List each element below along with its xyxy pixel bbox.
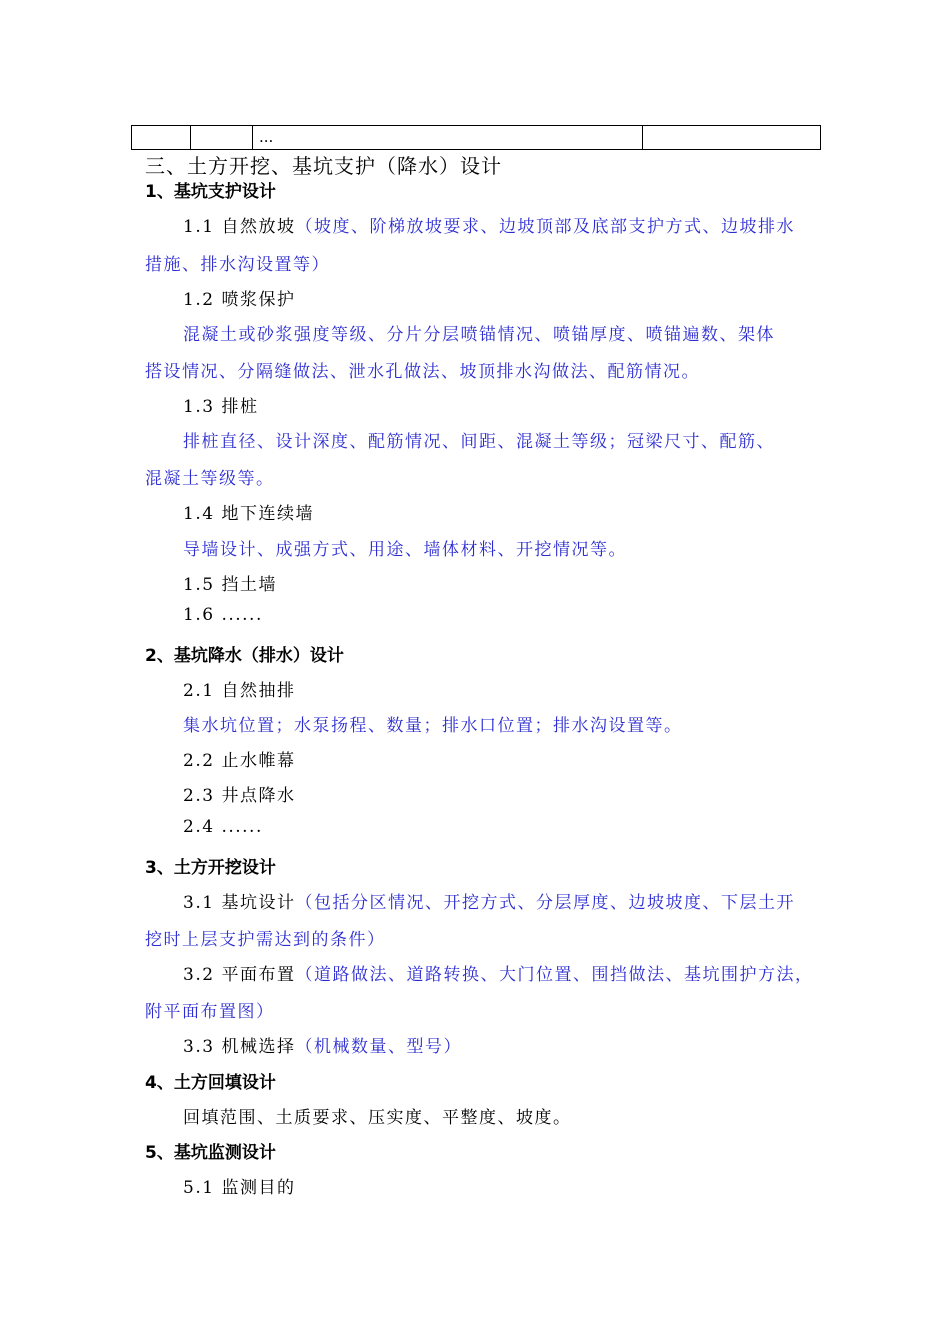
subsection-note-cont: 附平面布置图） [145, 1002, 275, 1022]
body-line: 集水坑位置；水泵扬程、数量；排水口位置；排水沟设置等。 [183, 716, 683, 736]
subsection-note: （包括分区情况、开挖方式、分层厚度、边坡坡度、下层土开 [295, 893, 795, 913]
subsection-2-1: 2.1 自然抽排 [183, 681, 296, 701]
subsection-3-3 [183, 1032, 462, 1057]
body-line: 混凝土或砂浆强度等级、分片分层喷锚情况、喷锚厚度、喷锚遍数、架体 [183, 325, 775, 345]
subsection-label: 3.1 基坑设计 [183, 893, 296, 913]
subsection-note: （机械数量、型号） [295, 1037, 462, 1057]
subsection-note-cont: 挖时上层支护需达到的条件） [145, 930, 386, 950]
subsection-note: （道路做法、道路转换、大门位置、围挡做法、基坑围护方法， [295, 965, 814, 985]
table-row [132, 126, 821, 150]
subsection-3-2 [183, 960, 813, 985]
body-line: 搭设情况、分隔缝做法、泄水孔做法、坡顶排水沟做法、配筋情况。 [145, 362, 700, 382]
subsection-2-2: 2.2 止水帷幕 [183, 751, 296, 771]
subsection-note: （坡度、阶梯放坡要求、边坡顶部及底部支护方式、边坡排水 [295, 217, 795, 237]
body-line: 导墙设计、成强方式、用途、墙体材料、开挖情况等。 [183, 540, 627, 560]
table-cell [132, 126, 191, 150]
subsection-5-1: 5.1 监测目的 [183, 1178, 296, 1198]
table-cell: ... [253, 126, 643, 150]
heading-5: 5、基坑监测设计 [145, 1143, 276, 1163]
subsection-1-6: 1.6 ...... [183, 605, 263, 625]
subsection-1-1 [183, 212, 795, 237]
subsection-1-5: 1.5 挡土墙 [183, 575, 277, 595]
heading-1: 1、基坑支护设计 [145, 182, 276, 202]
subsection-3-1 [183, 888, 795, 913]
heading-3: 3、土方开挖设计 [145, 858, 276, 878]
subsection-1-4: 1.4 地下连续墙 [183, 504, 314, 524]
heading-2: 2、基坑降水（排水）设计 [145, 646, 344, 666]
heading-4: 4、土方回填设计 [145, 1073, 276, 1093]
header-table [131, 125, 821, 150]
subsection-label: 1.1 自然放坡 [183, 217, 296, 237]
subsection-1-3: 1.3 排桩 [183, 397, 259, 417]
subsection-note-cont: 措施、排水沟设置等） [145, 255, 330, 275]
table-cell [643, 126, 821, 150]
body-line: 排桩直径、设计深度、配筋情况、间距、混凝土等级；冠梁尺寸、配筋、 [183, 432, 775, 452]
subsection-label: 3.2 平面布置 [183, 965, 296, 985]
subsection-2-4: 2.4 ...... [183, 817, 263, 837]
subsection-2-3: 2.3 井点降水 [183, 786, 296, 806]
body-line: 混凝土等级等。 [145, 469, 275, 489]
section-title: 三、土方开挖、基坑支护（降水）设计 [145, 154, 502, 178]
body-line: 回填范围、土质要求、压实度、平整度、坡度。 [183, 1108, 572, 1128]
table-cell [191, 126, 253, 150]
subsection-label: 3.3 机械选择 [183, 1037, 296, 1057]
subsection-1-2: 1.2 喷浆保护 [183, 290, 296, 310]
